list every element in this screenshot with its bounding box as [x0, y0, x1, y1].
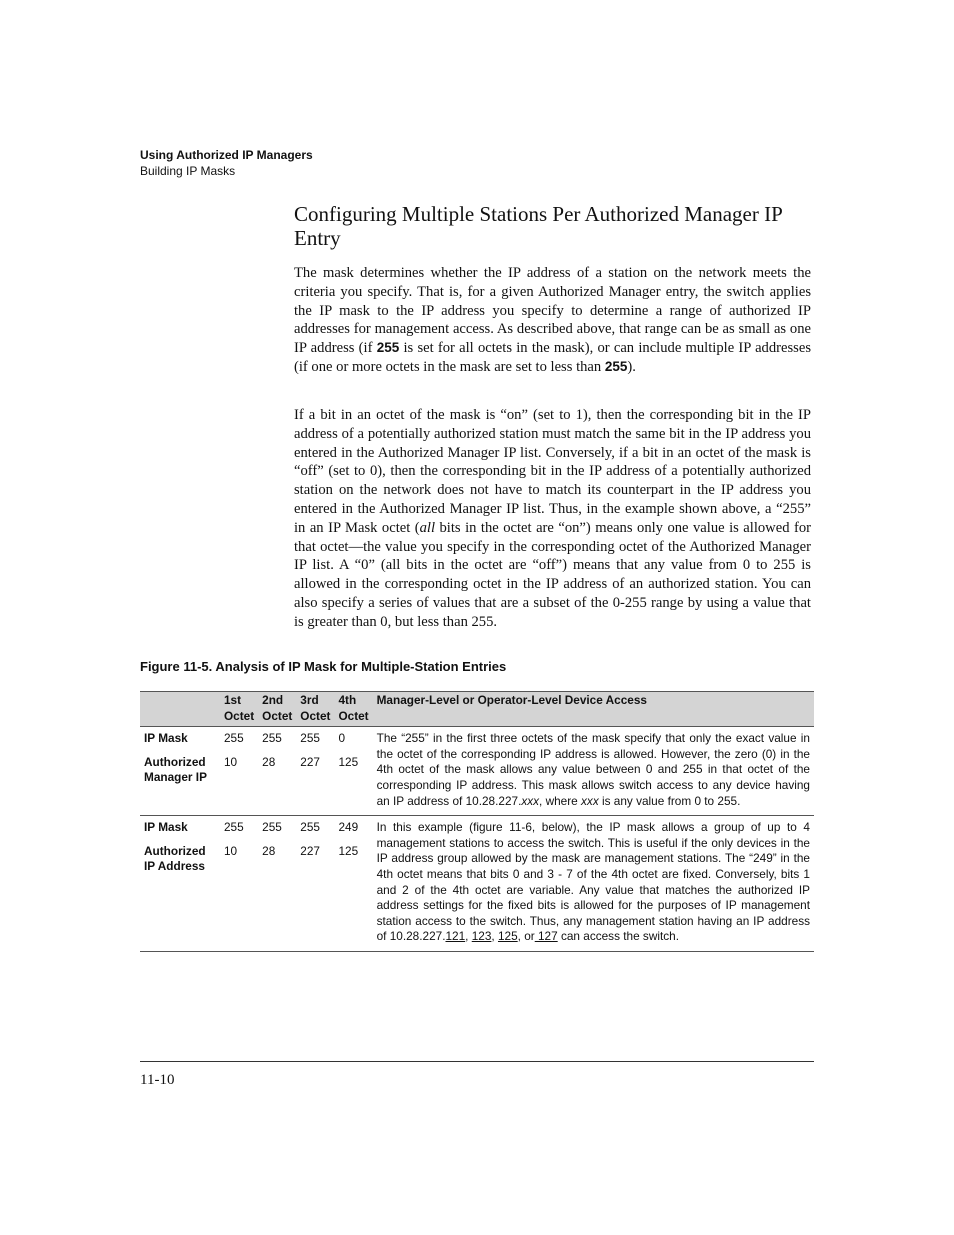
bold-value: 255: [604, 358, 628, 374]
header-3rd-octet: 3rd Octet: [296, 692, 334, 727]
ip-mask-label: IP Mask: [144, 731, 188, 746]
ip-suffix-123: 123: [471, 929, 492, 944]
bold-value: 255: [376, 340, 400, 356]
figure-caption: Figure 11-5. Analysis of IP Mask for Multiple-Station Entries: [140, 659, 507, 674]
octet-3-cell: 255 227: [296, 816, 334, 952]
row-labels: [140, 816, 220, 952]
authorized-manager-ip-label: Authorized Manager IP: [144, 754, 207, 785]
section-subtitle: Building IP Masks: [140, 164, 236, 178]
authorized-ip-address-label: Authorized IP Address: [144, 843, 206, 874]
header-1st-octet: 1st Octet: [220, 692, 258, 727]
table-row: [140, 816, 814, 952]
header-access: Manager-Level or Operator-Level Device Access: [373, 692, 814, 727]
octet-4-cell: 249 125: [334, 816, 372, 952]
ip-suffix-121: 121: [445, 929, 466, 944]
footer-rule: [140, 1061, 814, 1062]
ip-mask-analysis-table: [140, 691, 814, 952]
table-header-row: [140, 692, 814, 727]
page-number: 11-10: [140, 1072, 175, 1088]
access-description: The “255” in the first three octets of the mask specify that only the exact value in the octet of the corresponding IP address is allowed. However, the zero (0) in the 4th octet of the mask allows any value between 0 and 255 in that octet of the corresponding IP address. This mask allows switch access to any device having an IP address of 10.28.227.xxx, where xxx is any value from 0 to 255.: [373, 727, 814, 816]
header-4th-octet: 4th Octet: [334, 692, 372, 727]
table-row: [140, 727, 814, 816]
running-head: [140, 147, 313, 179]
ip-suffix-125: 125: [497, 929, 518, 944]
octet-3-cell: 255 227: [296, 727, 334, 816]
body-paragraph-1: The mask determines whether the IP address of a station on the network meets the criteria you specify. That is, for a given Authorized Manager entry, the switch applies the IP mask to the IP address you specify to determine a range of authorized IP addresses for management access. As described above, that range can be as small as one IP address (if 255 is set for all octets in the mask), or can include multiple IP addresses (if one or more octets in the mask are set to less than 255).: [294, 265, 812, 375]
octet-1-cell: 255 10: [220, 727, 258, 816]
ip-suffix-127: 127: [534, 929, 558, 944]
section-title: Configuring Multiple Stations Per Authorized Manager IP Entry: [294, 202, 782, 250]
octet-1-cell: 255 10: [220, 816, 258, 952]
octet-2-cell: 255 28: [258, 727, 296, 816]
chapter-title: Using Authorized IP Managers: [140, 148, 313, 162]
octet-2-cell: 255 28: [258, 816, 296, 952]
access-description: In this example (figure 11-6, below), the IP mask allows a group of up to 4 management stations to access the switch. This is useful if the only devices in the IP address group allowed by the mask are management stations. The “249” in the 4th octet means that bits 0 and 3 - 7 of the 4th octet are fixed. Conversely, bits 1 and 2 of the 4th octet are variable. Any value that matches the authorized IP address settings for the fixed bits is allowed for the purposes of IP management station access to the switch. Thus, any management station having an IP address of 10.28.227.121, 123, 125, or 127 can access the switch.: [373, 816, 814, 952]
header-2nd-octet: 2nd Octet: [258, 692, 296, 727]
body-paragraph-2: If a bit in an octet of the mask is “on” (set to 1), then the corresponding bit in the IP address of a potentially authorized station must match the same bit in the IP address you entered in the Authorized Manager IP list. Conversely, if a bit in an octet of the mask is “off” (set to 0), then the corresponding bit in the IP address of a potentially authorized station on the network does not have to match its counterpart in the IP address you entered in the Authorized Manager IP list. Thus, in the example shown above, a “255” in an IP Mask octet (all bits in the octet are “on”) means only one value is allowed for that octet—the value you specify in the corresponding octet of the Authorized Manager IP list. A “0” (all bits in the octet are “off”) means that any value from 0 to 255 is allowed in the corresponding octet in the IP address of an authorized station. You can also specify a series of values that are a subset of the 0-255 range by using a value that is greater than 0, but less than 255.: [294, 407, 811, 630]
ip-mask-label: IP Mask: [144, 820, 188, 835]
octet-4-cell: 0 125: [334, 727, 372, 816]
header-blank: [140, 692, 220, 727]
italic-emphasis: all: [419, 519, 436, 536]
row-labels: [140, 727, 220, 816]
